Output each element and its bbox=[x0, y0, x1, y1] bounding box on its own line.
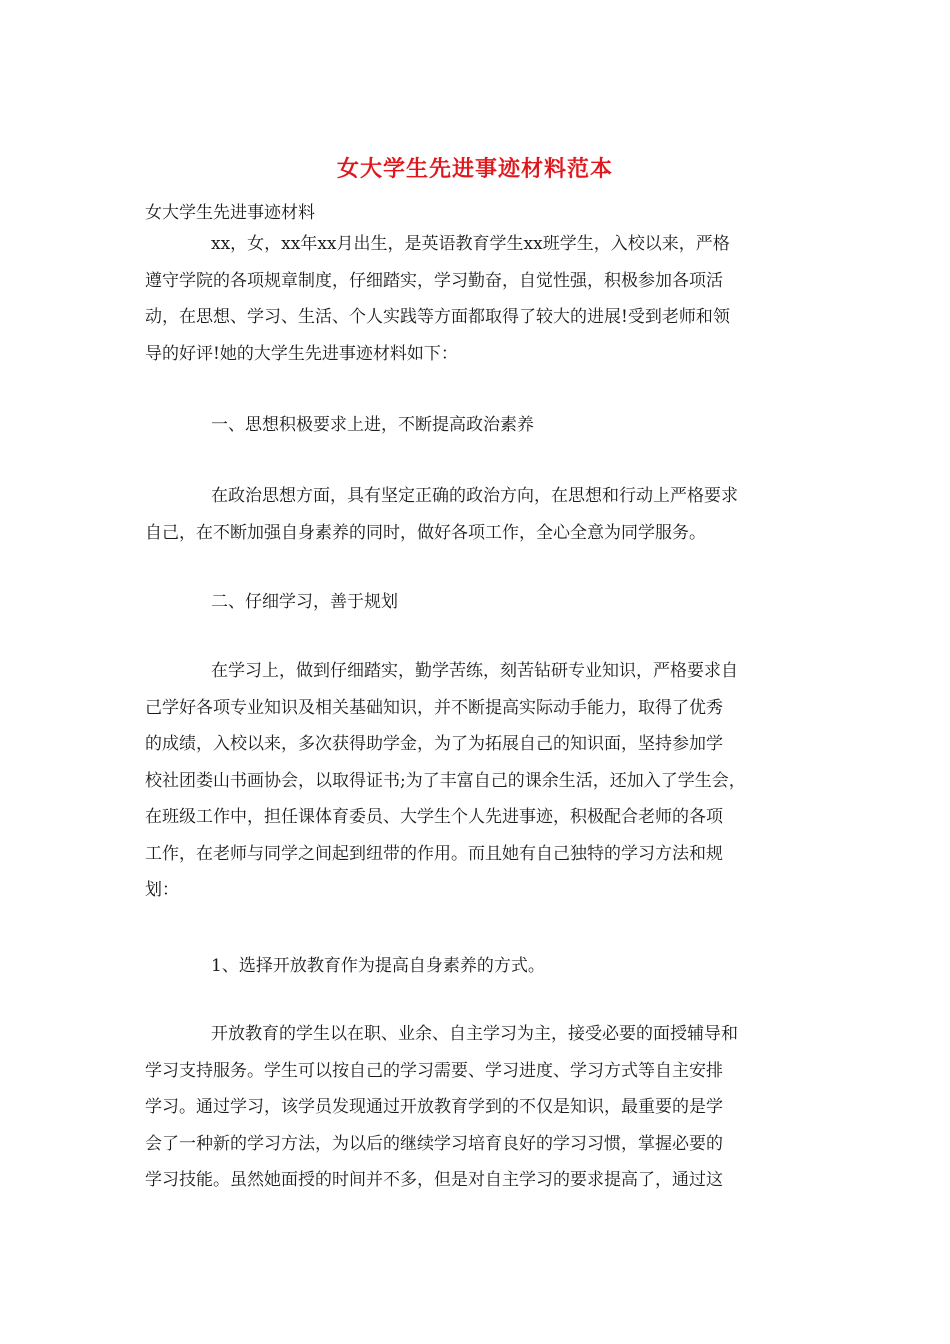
intro-paragraph bbox=[145, 229, 825, 375]
paragraph-line: 遵守学院的各项规章制度，仔细踏实，学习勤奋，自觉性强，积极参加各项活 bbox=[145, 270, 723, 291]
paragraph-line: 自己，在不断加强自身素养的同时，做好各项工作，全心全意为同学服务。 bbox=[145, 522, 706, 543]
paragraph-line: xx，女，xx年xx月出生，是英语教育学生xx班学生，入校以来，严格 bbox=[211, 234, 730, 254]
paragraph-line: 己学好各项专业知识及相关基础知识，并不断提高实际动手能力，取得了优秀 bbox=[145, 697, 723, 718]
document-title: 女大学生先进事迹材料范本 bbox=[336, 156, 613, 182]
section-2-paragraph bbox=[145, 656, 825, 912]
section-heading-3 bbox=[145, 951, 825, 988]
heading-text: 1、选择开放教育作为提高自身素养的方式。 bbox=[211, 956, 545, 976]
paragraph-line: 的成绩，入校以来，多次获得助学金，为了为拓展自己的知识面，坚持参加学 bbox=[145, 734, 723, 754]
paragraph-line: 在政治思想方面，具有坚定正确的政治方向，在思想和行动上严格要求 bbox=[211, 486, 738, 506]
paragraph-line: 工作，在老师与同学之间起到纽带的作用。而且她有自己独特的学习方法和规 bbox=[145, 843, 723, 864]
paragraph-line: 动，在思想、学习、生活、个人实践等方面都取得了较大的进展!受到老师和领 bbox=[145, 307, 730, 327]
paragraph-line: 开放教育的学生以在职、业余、自主学习为主，接受必要的面授辅导和 bbox=[211, 1024, 738, 1044]
paragraph-line: 校社团娄山书画协会，以取得证书;为了丰富自己的课余生活，还加入了学生会， bbox=[145, 770, 746, 791]
paragraph-line: 学习技能。虽然她面授的时间并不多，但是对自主学习的要求提高了，通过这 bbox=[145, 1170, 723, 1190]
paragraph-line: 学习支持服务。学生可以按自己的学习需要、学习进度、学习方式等自主安排 bbox=[145, 1060, 723, 1081]
document-subtitle: 女大学生先进事迹材料 bbox=[145, 203, 315, 223]
section-3-paragraph bbox=[145, 1019, 825, 1202]
heading-text: 二、仔细学习，善于规划 bbox=[211, 592, 398, 612]
paragraph-line: 导的好评!她的大学生先进事迹材料如下： bbox=[145, 343, 458, 364]
paragraph-line: 在班级工作中，担任课体育委员、大学生个人先进事迹，积极配合老师的各项 bbox=[145, 807, 723, 827]
heading-text: 一、思想积极要求上进，不断提高政治素养 bbox=[211, 415, 534, 435]
section-heading-2 bbox=[145, 587, 825, 624]
paragraph-line: 划： bbox=[145, 880, 179, 900]
paragraph-line: 学习。通过学习，该学员发现通过开放教育学到的不仅是知识，最重要的是学 bbox=[145, 1097, 723, 1117]
section-heading-1 bbox=[145, 410, 825, 447]
section-1-paragraph bbox=[145, 481, 825, 554]
paragraph-line: 在学习上，做到仔细踏实，勤学苦练，刻苦钻研专业知识，严格要求自 bbox=[211, 661, 738, 681]
paragraph-line: 会了一种新的学习方法，为以后的继续学习培育良好的学习习惯，掌握必要的 bbox=[145, 1133, 723, 1154]
